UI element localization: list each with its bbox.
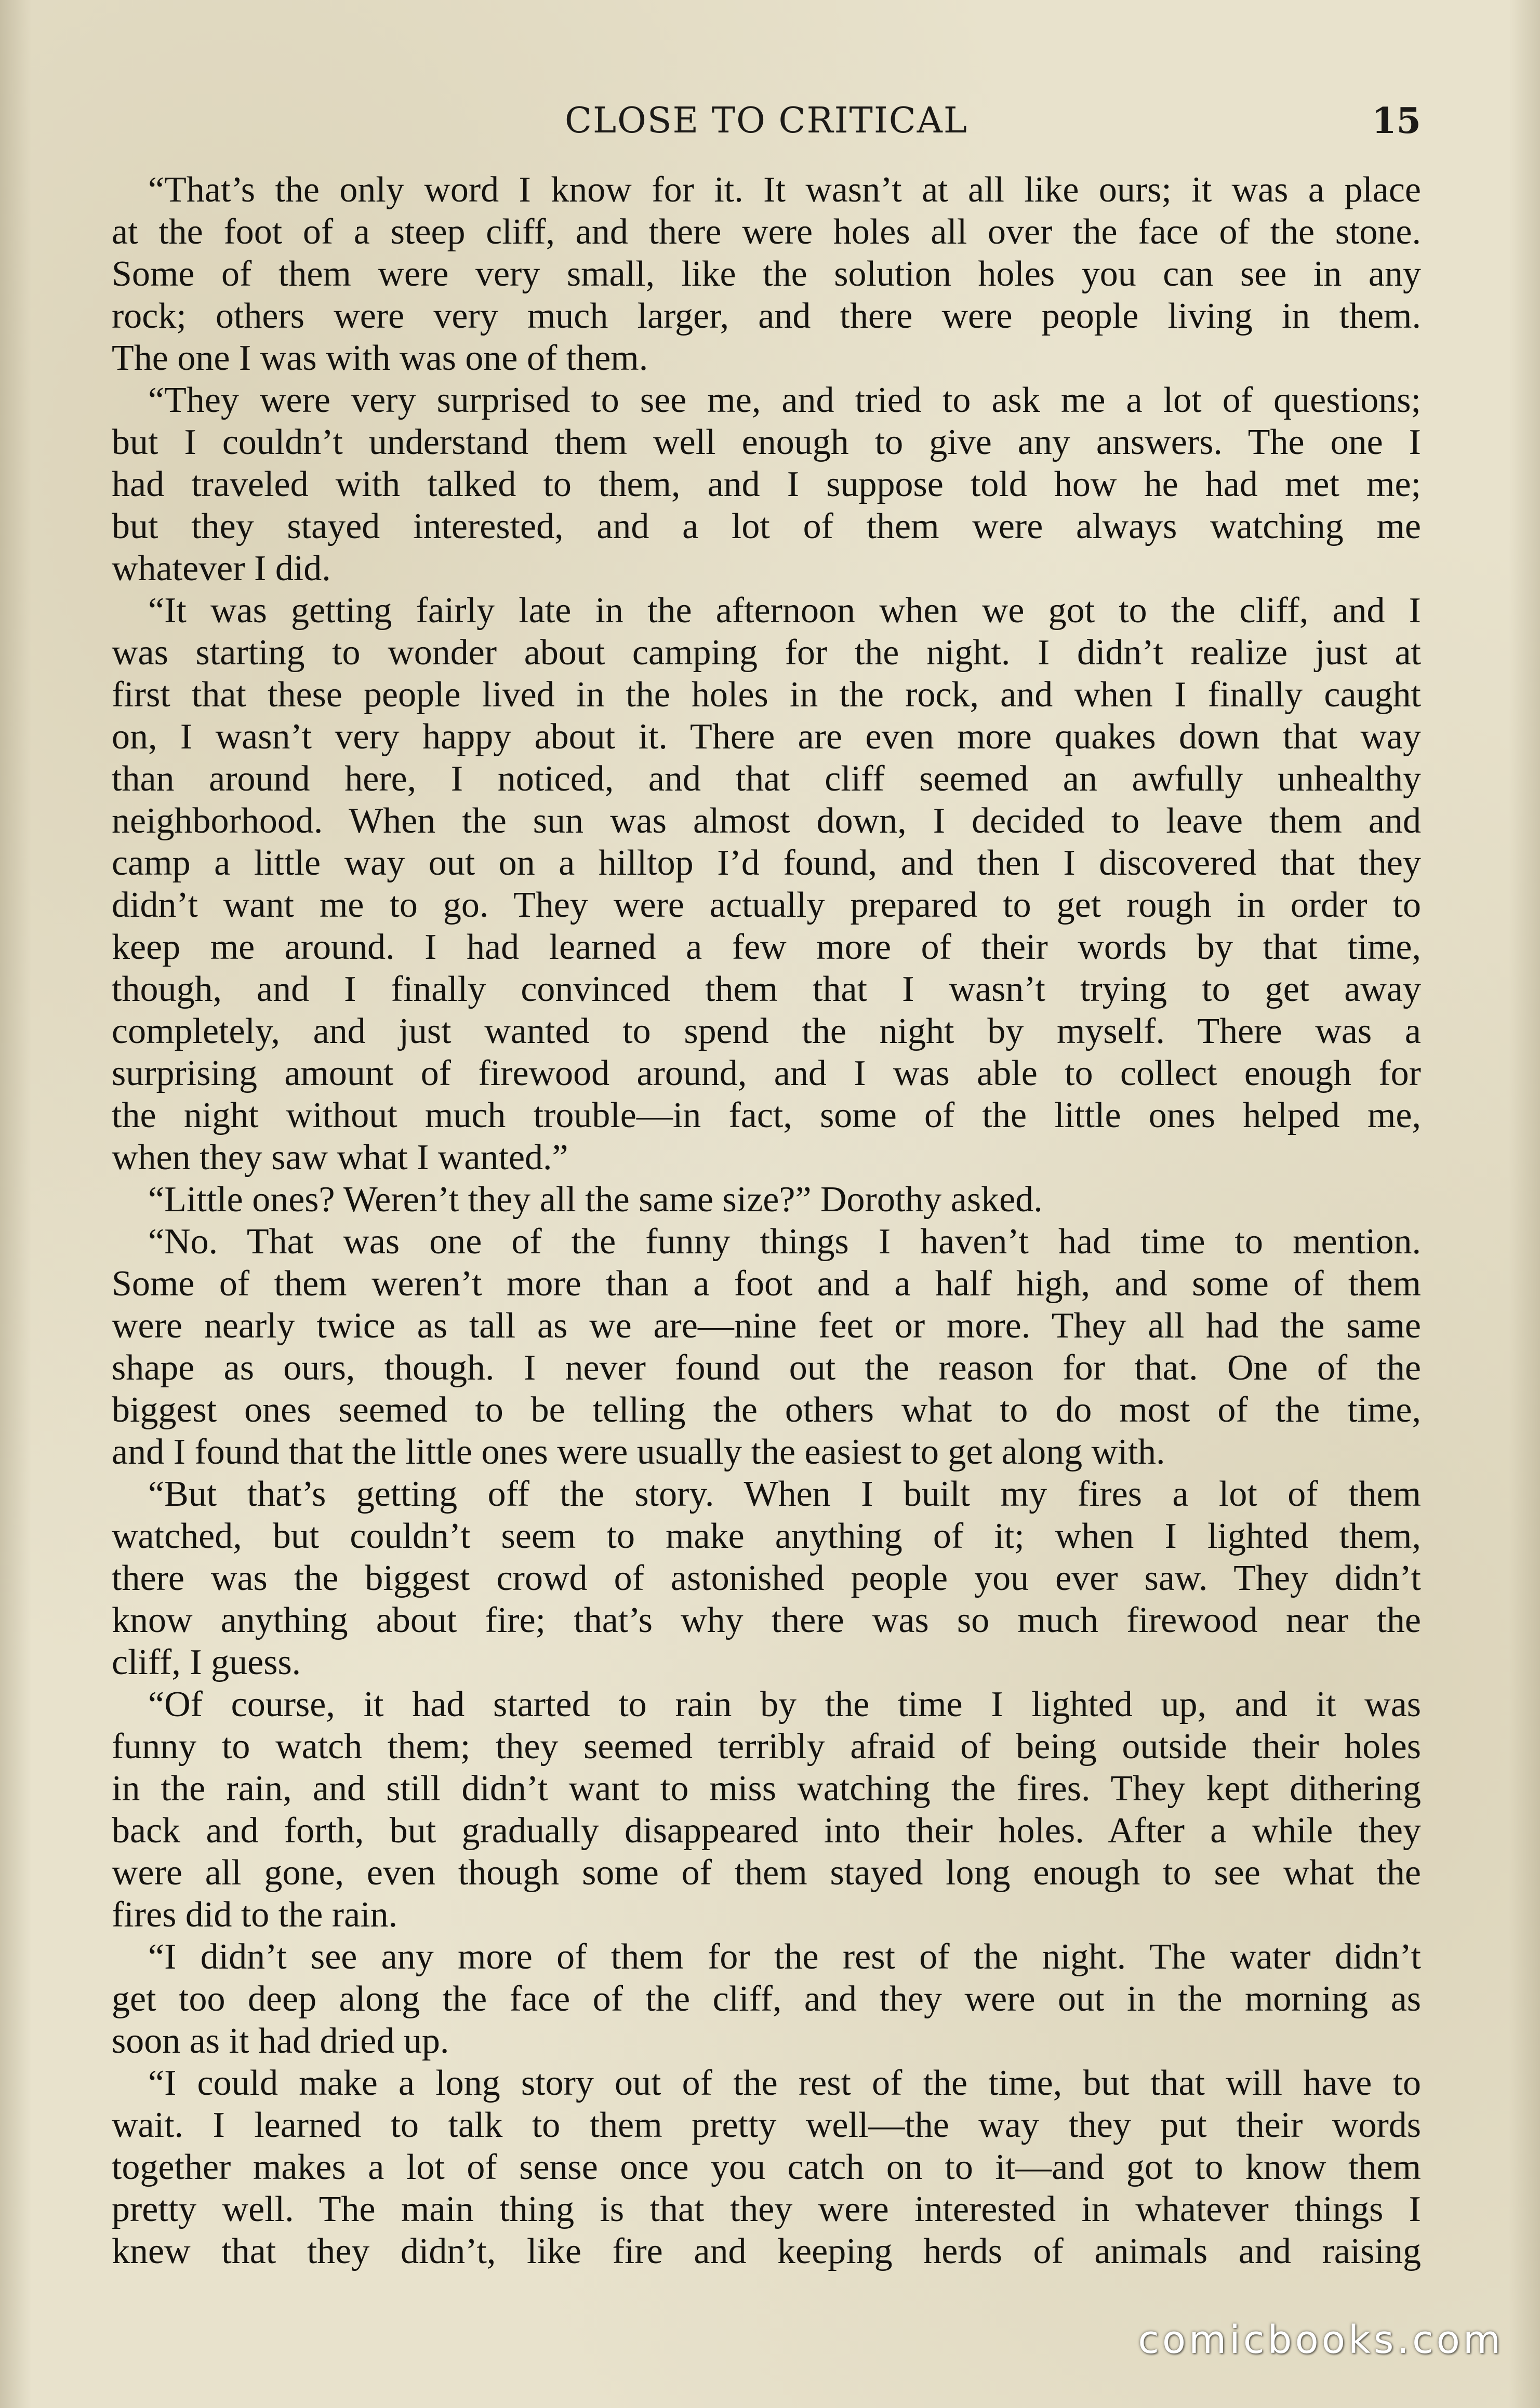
text-line: on, I wasn’t very happy about it. There are even more quakes down that way	[112, 717, 1421, 757]
text-line: together makes a lot of sense once you catch on to it—and got to know them	[112, 2147, 1421, 2187]
text-line: back and forth, but gradually disappeared into their holes. After a while they	[112, 1811, 1421, 1851]
text-line: when they saw what I wanted.”	[112, 1138, 568, 1178]
page-edge-shadow-right	[1509, 0, 1540, 2408]
text-line: first that these people lived in the holes in the rock, and when I finally caught	[112, 675, 1421, 715]
text-line: whatever I did.	[112, 549, 331, 588]
text-line: there was the biggest crowd of astonished people you ever saw. They didn’t	[112, 1558, 1421, 1598]
text-line: “But that’s getting off the story. When I built my fires a lot of them	[148, 1474, 1421, 1514]
text-line: were all gone, even though some of them stayed long enough to see what the	[112, 1853, 1421, 1893]
text-line: watched, but couldn’t seem to make anything of it; when I lighted them,	[112, 1516, 1421, 1556]
text-line: the night without much trouble—in fact, some of the little ones helped me,	[112, 1095, 1421, 1135]
text-line: get too deep along the face of the cliff, and they were out in the morning as	[112, 1979, 1421, 2019]
text-line: rock; others were very much larger, and there were people living in them.	[112, 296, 1421, 336]
text-line: “No. That was one of the funny things I haven’t had time to mention.	[148, 1222, 1421, 1262]
text-line: soon as it had dried up.	[112, 2021, 449, 2061]
text-line: but they stayed interested, and a lot of them were always watching me	[112, 506, 1421, 546]
text-line: cliff, I guess.	[112, 1642, 301, 1682]
running-title: CLOSE TO CRITICAL	[564, 100, 968, 141]
text-line: know anything about fire; that’s why there was so much firewood near the	[112, 1600, 1421, 1640]
text-line: camp a little way out on a hilltop I’d found, and then I discovered that they	[112, 843, 1421, 883]
text-line: The one I was with was one of them.	[112, 338, 648, 378]
text-line: was starting to wonder about camping for the night. I didn’t realize just at	[112, 633, 1421, 673]
text-line: wait. I learned to talk to them pretty well—the way they put their words	[112, 2105, 1421, 2145]
page-edge-shadow-left	[0, 0, 31, 2408]
text-line: pretty well. The main thing is that they were interested in whatever things I	[112, 2189, 1421, 2229]
text-line: than around here, I noticed, and that cliff seemed an awfully unhealthy	[112, 759, 1421, 799]
text-line: in the rain, and still didn’t want to miss watching the fires. They kept dithering	[112, 1769, 1421, 1809]
text-line: and I found that the little ones were usually the easiest to get along with.	[112, 1432, 1165, 1472]
text-line: though, and I finally convinced them that I wasn’t trying to get away	[112, 969, 1421, 1009]
text-line: Some of them weren’t more than a foot and a half high, and some of them	[112, 1264, 1421, 1304]
text-line: keep me around. I had learned a few more of their words by that time,	[112, 927, 1421, 967]
text-line: “Little ones? Weren’t they all the same size?” Dorothy asked.	[148, 1180, 1043, 1220]
text-line: didn’t want me to go. They were actually prepared to get rough in order to	[112, 885, 1421, 925]
text-line: “They were very surprised to see me, and tried to ask me a lot of questions;	[148, 380, 1421, 420]
text-line: knew that they didn’t, like fire and keeping herds of animals and raising	[112, 2231, 1421, 2271]
running-head	[112, 98, 1421, 144]
text-line: completely, and just wanted to spend the night by myself. There was a	[112, 1011, 1421, 1051]
text-line: at the foot of a steep cliff, and there were holes all over the face of the stone.	[112, 212, 1421, 252]
body-text	[112, 169, 1421, 2272]
text-line: biggest ones seemed to be telling the others what to do most of the time,	[112, 1390, 1421, 1430]
text-line: “Of course, it had started to rain by the time I lighted up, and it was	[148, 1684, 1421, 1724]
text-line: fires did to the rain.	[112, 1895, 398, 1935]
text-line: “I didn’t see any more of them for the rest of the night. The water didn’t	[148, 1937, 1421, 1977]
text-line: “I could make a long story out of the rest of the time, but that will have to	[148, 2063, 1421, 2103]
text-line: funny to watch them; they seemed terribly afraid of being outside their holes	[112, 1727, 1421, 1767]
text-line: shape as ours, though. I never found out the reason for that. One of the	[112, 1348, 1421, 1388]
text-line: surprising amount of firewood around, and I was able to collect enough for	[112, 1053, 1421, 1093]
text-line: Some of them were very small, like the solution holes you can see in any	[112, 254, 1421, 294]
text-line: were nearly twice as tall as we are—nine feet or more. They all had the same	[112, 1306, 1421, 1346]
text-line: “That’s the only word I know for it. It wasn’t at all like ours; it was a place	[148, 170, 1421, 210]
text-line: “It was getting fairly late in the afternoon when we got to the cliff, and I	[148, 591, 1421, 631]
page-number: 15	[1372, 100, 1421, 142]
text-line: but I couldn’t understand them well enough to give any answers. The one I	[112, 422, 1421, 462]
text-line: had traveled with talked to them, and I suppose told how he had met me;	[112, 464, 1421, 504]
text-line: neighborhood. When the sun was almost down, I decided to leave them and	[112, 801, 1421, 841]
watermark: comicbooks.com	[1138, 2318, 1504, 2362]
